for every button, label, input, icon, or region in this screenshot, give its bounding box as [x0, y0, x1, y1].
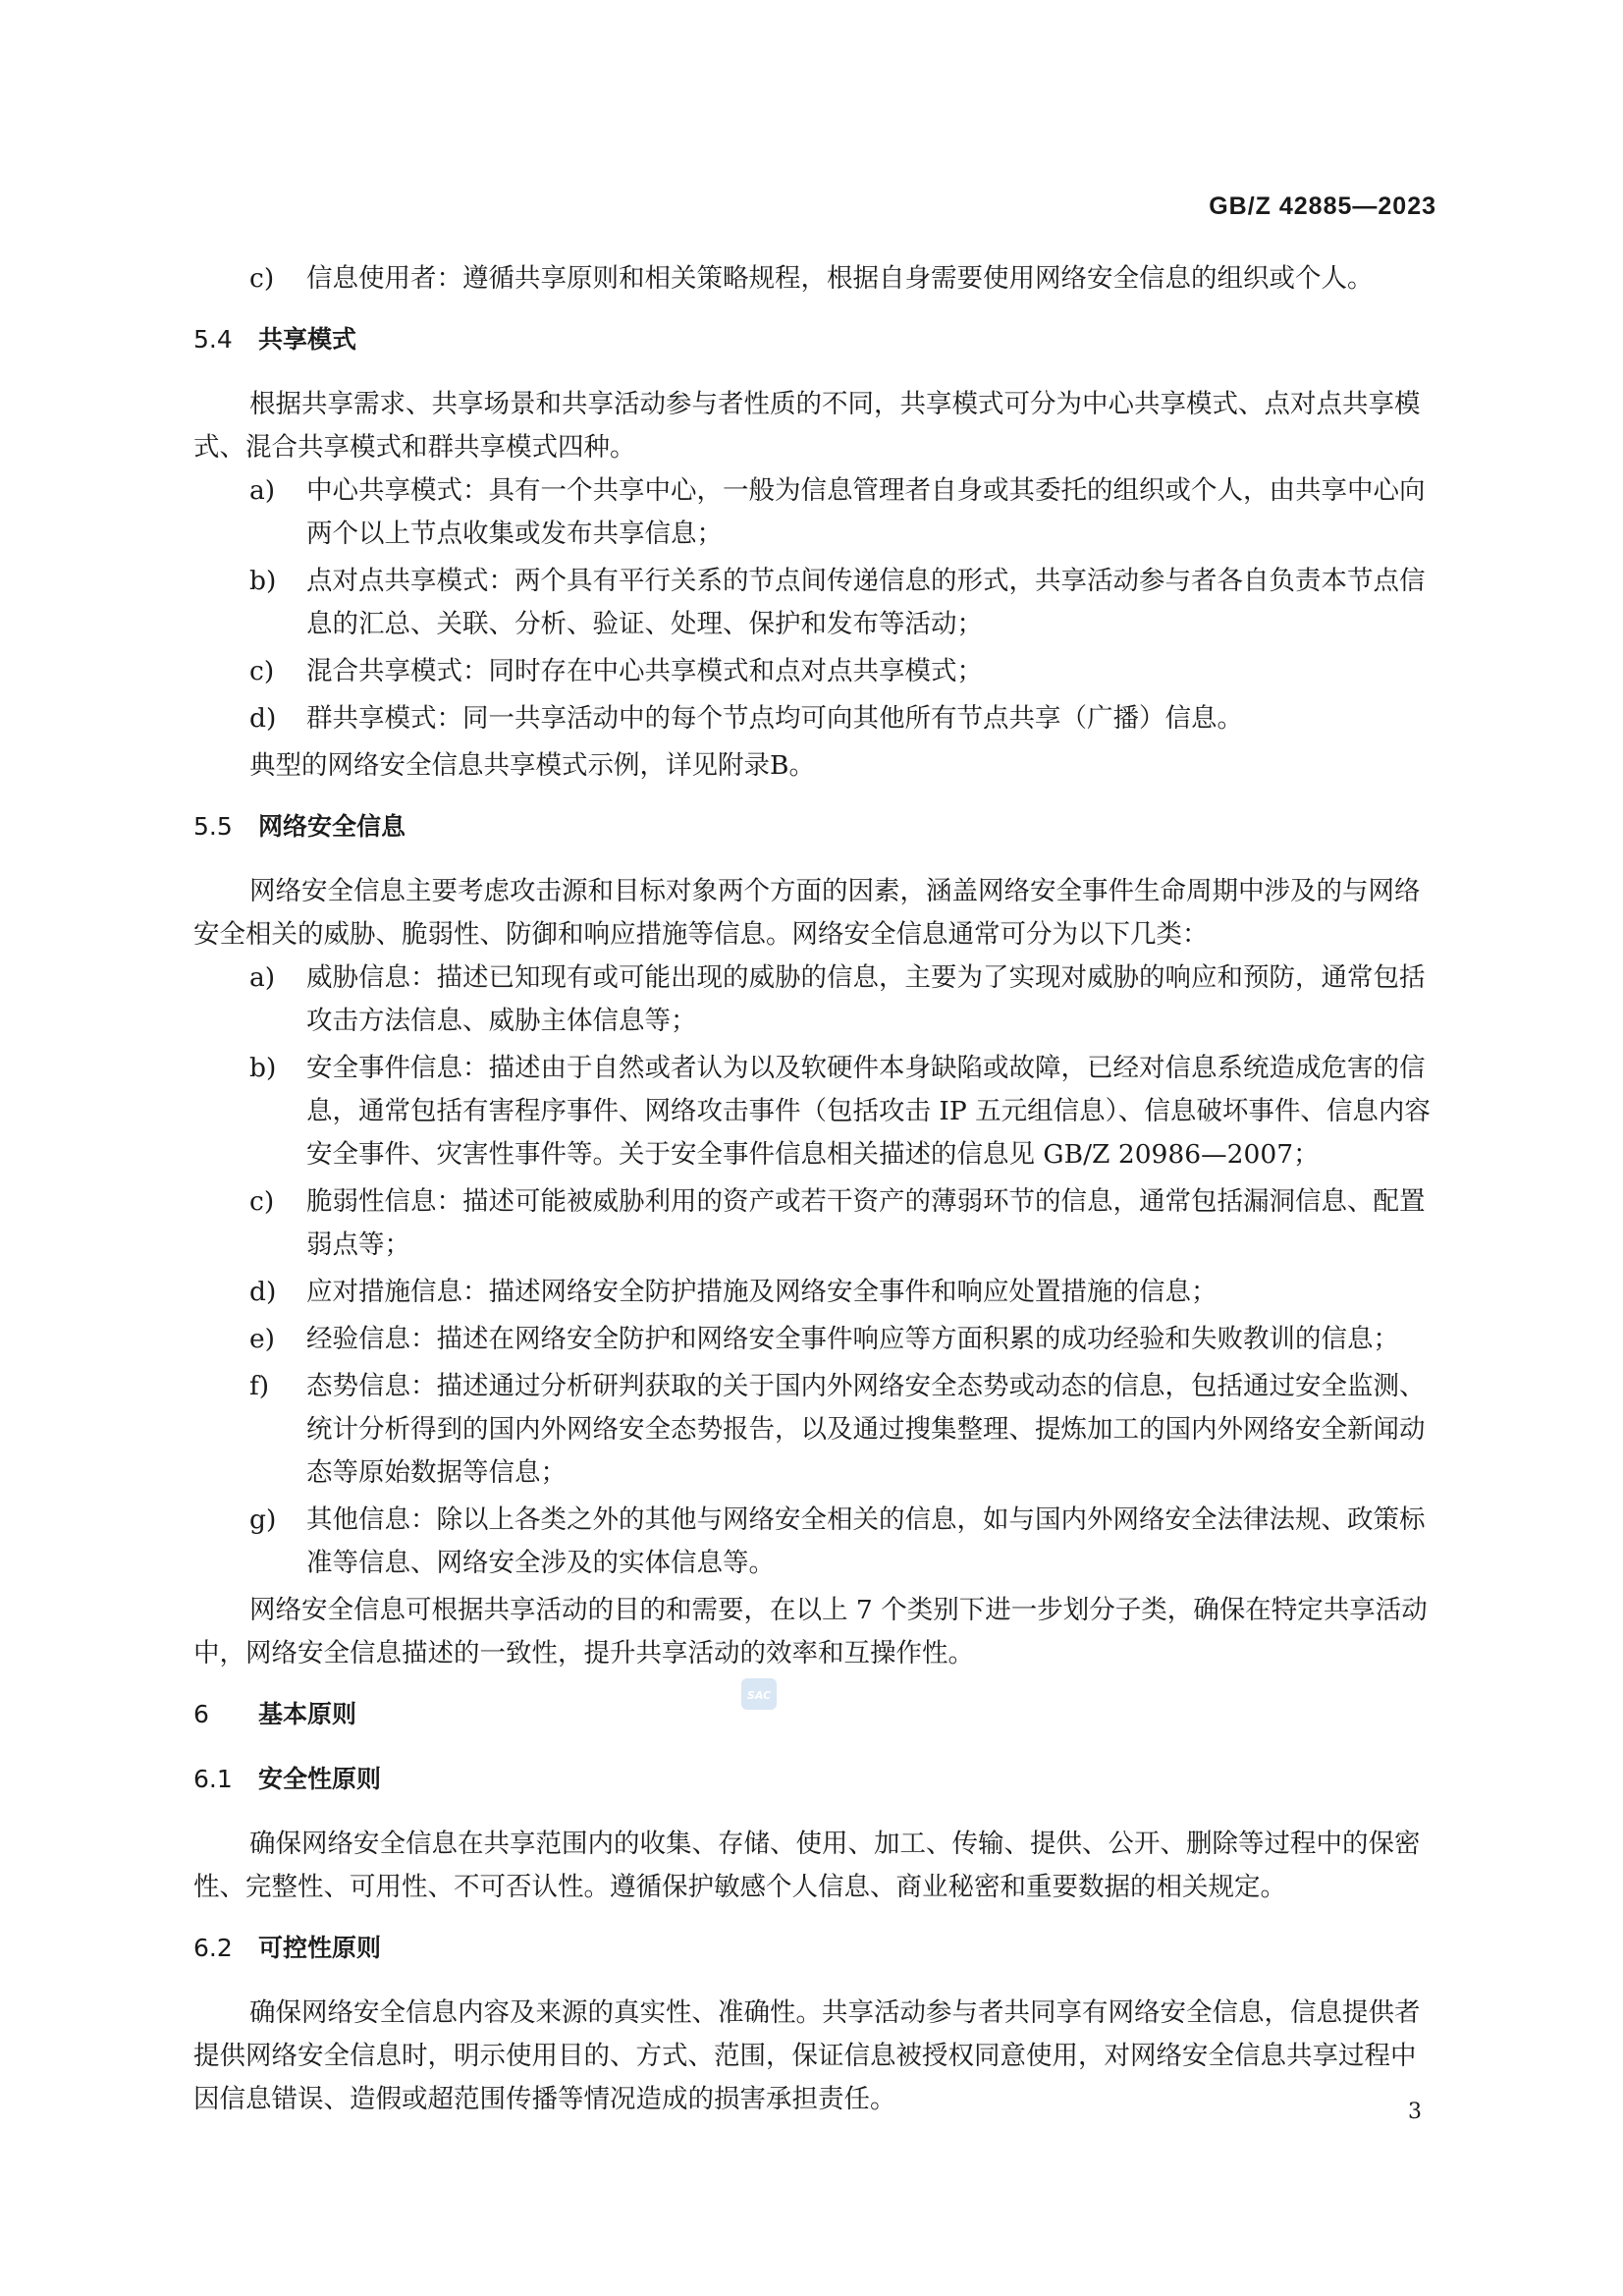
- list-item: a) 中心共享模式：具有一个共享中心，一般为信息管理者自身或其委托的组织或个人，由共享中心向两个以上节点收集或发布共享信息；: [249, 475, 1426, 549]
- list-item: b) 安全事件信息：描述由于自然或者认为以及软硬件本身缺陷或故障，已经对信息系统造成危害的信息，通常包括有害程序事件、网络攻击事件（包括攻击 IP 五元组信息）、信息破坏事件、信息内容安全事件、灾害性事件等。关于安全事件信息相关描述的信息见 GB/Z 20986—2007；: [249, 1053, 1431, 1170]
- list-item: c) 脆弱性信息：描述可能被威胁利用的资产或若干资产的薄弱环节的信息，通常包括漏洞信息、配置弱点等；: [249, 1186, 1426, 1260]
- list-item: d) 群共享模式：同一共享活动中的每个节点均可向其他所有节点共享（广播）信息。: [249, 703, 1243, 734]
- paragraph: 网络安全信息可根据共享活动的目的和需要，在以上 7 个类别下进一步划分子类，确保在特定共享活动中，网络安全信息描述的一致性，提升共享活动的效率和互操作性。: [193, 1595, 1428, 1668]
- section-heading-5-4: 5.4 共享模式: [193, 325, 357, 354]
- sac-watermark-logo: [738, 1675, 780, 1713]
- section-heading-5-5: 5.5 网络安全信息: [193, 812, 406, 841]
- page-number: 3: [1408, 2100, 1422, 2124]
- paragraph: 网络安全信息主要考虑攻击源和目标对象两个方面的因素，涵盖网络安全事件生命周期中涉及的与网络安全相关的威胁、脆弱性、防御和响应措施等信息。网络安全信息通常可分为以下几类：: [193, 876, 1421, 950]
- paragraph: 确保网络安全信息内容及来源的真实性、准确性。共享活动参与者共同享有网络安全信息，信息提供者提供网络安全信息时，明示使用目的、方式、范围，保证信息被授权同意使用，对网络安全信息共享过程中因信息错误、造假或超范围传播等情况造成的损害承担责任。: [193, 1997, 1421, 2114]
- standard-number: GB/Z 42885—2023: [1209, 192, 1436, 220]
- list-item: e) 经验信息：描述在网络安全防护和网络安全事件响应等方面积累的成功经验和失败教训的信息；: [249, 1324, 1399, 1354]
- paragraph: 根据共享需求、共享场景和共享活动参与者性质的不同，共享模式可分为中心共享模式、点对点共享模式、混合共享模式和群共享模式四种。: [193, 389, 1421, 463]
- svg-text:SAC: SAC: [746, 1689, 772, 1702]
- paragraph: 确保网络安全信息在共享范围内的收集、存储、使用、加工、传输、提供、公开、删除等过程中的保密性、完整性、可用性、不可否认性。遵循保护敏感个人信息、商业秘密和重要数据的相关规定。: [193, 1829, 1421, 1902]
- list-item: c) 混合共享模式：同时存在中心共享模式和点对点共享模式；: [249, 656, 983, 686]
- list-text: 信息使用者：遵循共享原则和相关策略规程，根据自身需要使用网络安全信息的组织或个人。: [306, 263, 1374, 294]
- list-item: f) 态势信息：描述通过分析研判获取的关于国内外网络安全态势或动态的信息，包括通过安全监测、统计分析得到的国内外网络安全态势报告，以及通过搜集整理、提炼加工的国内外网络安全新闻动态等原始数据等信息；: [249, 1371, 1426, 1488]
- paragraph: 典型的网络安全信息共享模式示例，详见附录B。: [249, 750, 815, 781]
- list-item: d) 应对措施信息：描述网络安全防护措施及网络安全事件和响应处置措施的信息；: [249, 1277, 1217, 1307]
- list-item: g) 其他信息：除以上各类之外的其他与网络安全相关的信息，如与国内外网络安全法律法规、政策标准等信息、网络安全涉及的实体信息等。: [249, 1504, 1426, 1578]
- section-heading-6: 6 基本原则: [193, 1700, 357, 1728]
- section-heading-6-1: 6.1 安全性原则: [193, 1765, 382, 1793]
- document-body: [193, 257, 1435, 2121]
- section-heading-6-2: 6.2 可控性原则: [193, 1934, 382, 1962]
- list-item: [193, 257, 1435, 301]
- list-item: b) 点对点共享模式：两个具有平行关系的节点间传递信息的形式，共享活动参与者各自负责本节点信息的汇总、关联、分析、验证、处理、保护和发布等活动；: [249, 566, 1426, 639]
- list-item: a) 威胁信息：描述已知现有或可能出现的威胁的信息，主要为了实现对威胁的响应和预防，通常包括攻击方法信息、威胁主体信息等；: [249, 962, 1426, 1036]
- list-label: c): [249, 263, 275, 294]
